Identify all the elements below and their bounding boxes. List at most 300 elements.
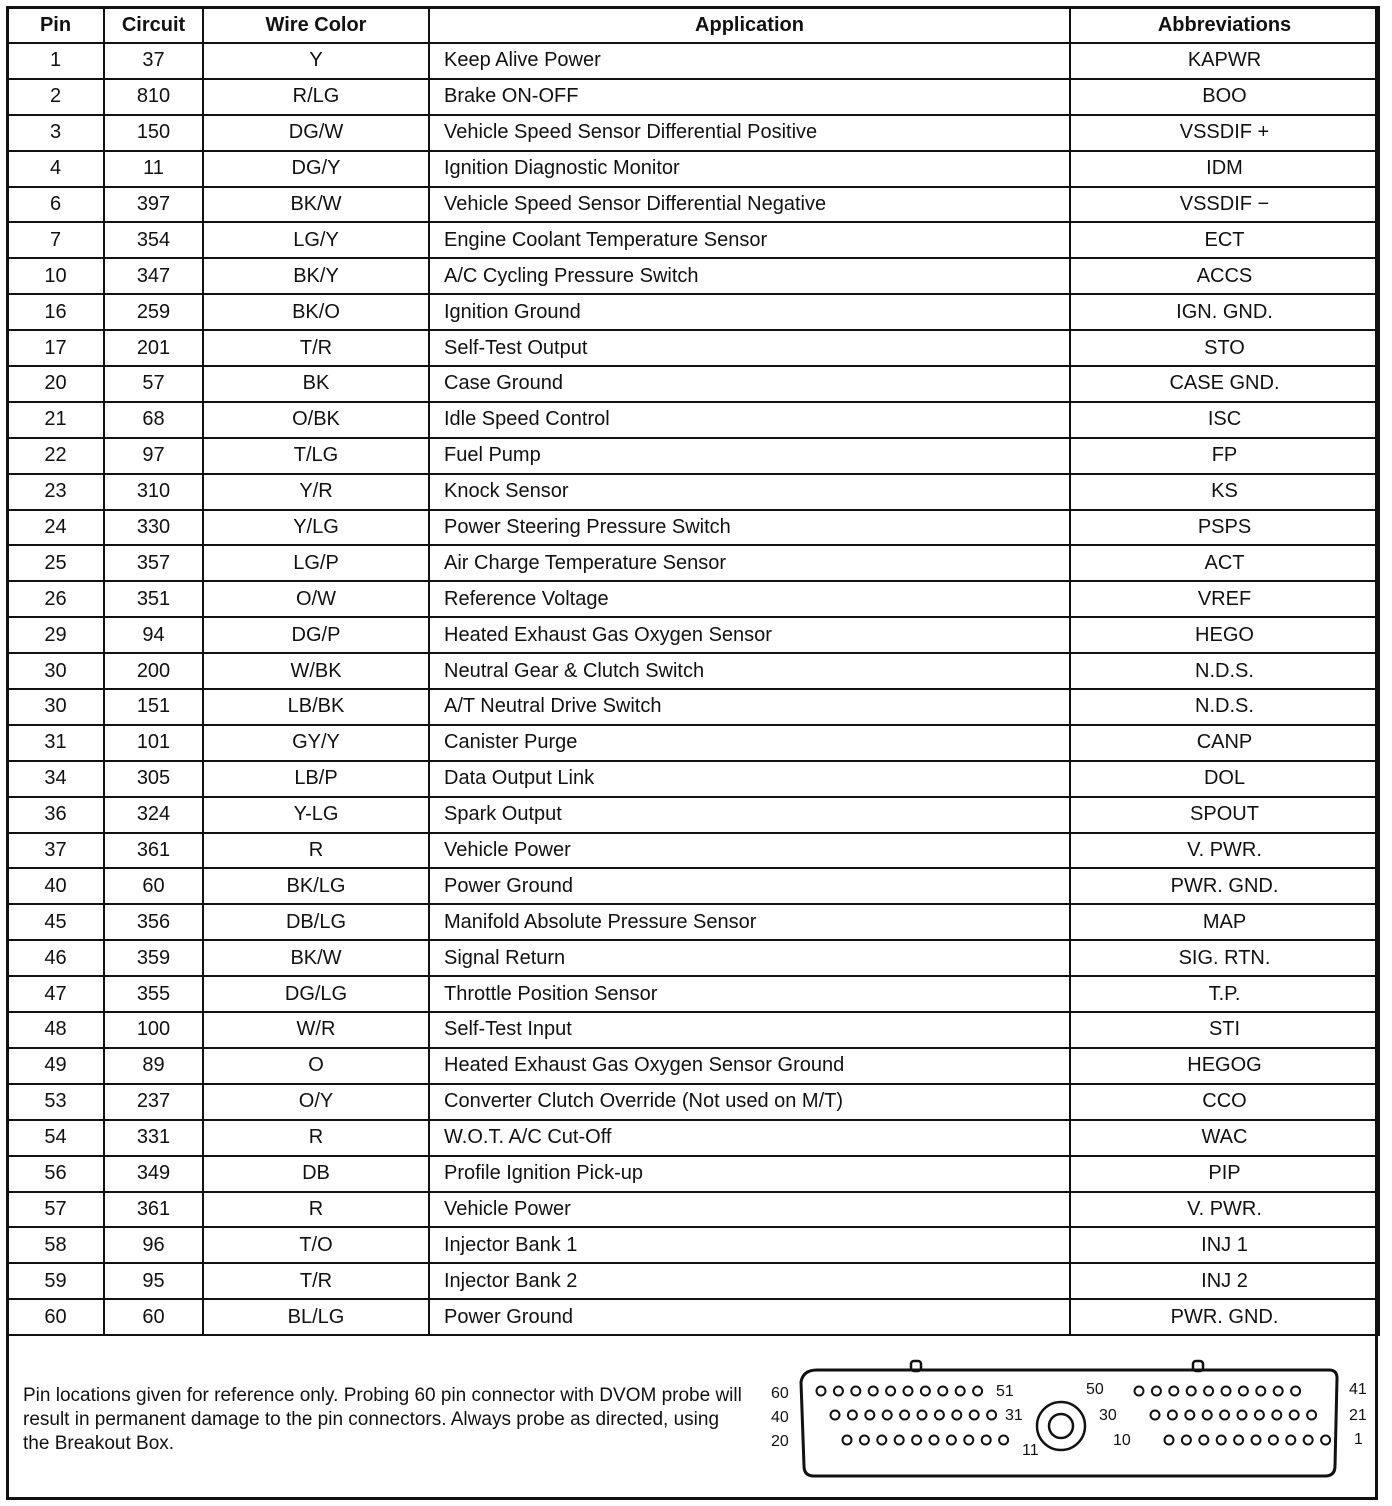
cell-pin: 57 [7, 1192, 104, 1228]
pin-hole [1168, 1411, 1177, 1420]
label-60: 60 [771, 1385, 789, 1402]
cell-pin: 1 [7, 43, 104, 79]
pin-hole [1185, 1411, 1194, 1420]
cell-circuit: 810 [104, 79, 203, 115]
pin-hole [1307, 1411, 1316, 1420]
cell-application: Case Ground [429, 366, 1070, 402]
cell-circuit: 57 [104, 366, 203, 402]
table-row [7, 1192, 1379, 1228]
cell-circuit: 351 [104, 581, 203, 617]
pin-hole [1199, 1436, 1208, 1445]
cell-wire-color: DG/Y [203, 151, 429, 187]
cell-abbreviation: SIG. RTN. [1070, 940, 1379, 976]
cell-application: Manifold Absolute Pressure Sensor [429, 904, 1070, 940]
cell-application: Power Steering Pressure Switch [429, 510, 1070, 546]
cell-circuit: 201 [104, 330, 203, 366]
cell-wire-color: Y-LG [203, 797, 429, 833]
pin-hole [851, 1387, 860, 1396]
cell-wire-color: W/BK [203, 653, 429, 689]
cell-wire-color: BK/W [203, 940, 429, 976]
cell-pin: 20 [7, 366, 104, 402]
pin-hole [1290, 1411, 1299, 1420]
pin-hole [987, 1411, 996, 1420]
cell-application: Ignition Diagnostic Monitor [429, 151, 1070, 187]
cell-circuit: 397 [104, 187, 203, 223]
cell-pin: 46 [7, 940, 104, 976]
pin-hole [865, 1411, 874, 1420]
cell-circuit: 357 [104, 545, 203, 581]
connector-diagram [759, 1354, 1379, 1494]
table-row [7, 1012, 1379, 1048]
cell-circuit: 361 [104, 833, 203, 869]
cell-abbreviation: KS [1070, 474, 1379, 510]
cell-pin: 7 [7, 222, 104, 258]
pin-hole [964, 1436, 973, 1445]
cell-wire-color: LB/BK [203, 689, 429, 725]
cell-abbreviation: BOO [1070, 79, 1379, 115]
pin-hole [1272, 1411, 1281, 1420]
table-row [7, 1084, 1379, 1120]
cell-wire-color: O/BK [203, 402, 429, 438]
cell-pin: 30 [7, 689, 104, 725]
cell-wire-color: BK/O [203, 294, 429, 330]
cell-wire-color: LG/Y [203, 222, 429, 258]
header-abbreviations: Abbreviations [1070, 7, 1379, 43]
cell-abbreviation: PSPS [1070, 510, 1379, 546]
pin-hole [1135, 1387, 1144, 1396]
cell-application: Power Ground [429, 868, 1070, 904]
table-row [7, 976, 1379, 1012]
cell-wire-color: DG/W [203, 115, 429, 151]
cell-abbreviation: V. PWR. [1070, 833, 1379, 869]
pin-hole [895, 1436, 904, 1445]
pin-hole [1151, 1411, 1160, 1420]
cell-wire-color: T/R [203, 330, 429, 366]
table-row [7, 617, 1379, 653]
cell-circuit: 355 [104, 976, 203, 1012]
header-pin: Pin [7, 7, 104, 43]
cell-abbreviation: N.D.S. [1070, 653, 1379, 689]
cell-wire-color: BK/W [203, 187, 429, 223]
cell-circuit: 95 [104, 1263, 203, 1299]
cell-application: Converter Clutch Override (Not used on M/T) [429, 1084, 1070, 1120]
table-row [7, 151, 1379, 187]
cell-wire-color: DB/LG [203, 904, 429, 940]
cell-circuit: 101 [104, 725, 203, 761]
cell-application: A/T Neutral Drive Switch [429, 689, 1070, 725]
cell-circuit: 349 [104, 1156, 203, 1192]
cell-application: Brake ON-OFF [429, 79, 1070, 115]
cell-abbreviation: CASE GND. [1070, 366, 1379, 402]
header-wire-color: Wire Color [203, 7, 429, 43]
cell-pin: 4 [7, 151, 104, 187]
cell-abbreviation: STO [1070, 330, 1379, 366]
table-row [7, 545, 1379, 581]
cell-circuit: 331 [104, 1120, 203, 1156]
pin-hole [1203, 1411, 1212, 1420]
cell-abbreviation: ISC [1070, 402, 1379, 438]
cell-application: Reference Voltage [429, 581, 1070, 617]
cell-wire-color: T/O [203, 1227, 429, 1263]
pin-hole [848, 1411, 857, 1420]
cell-application: Profile Ignition Pick-up [429, 1156, 1070, 1192]
cell-abbreviation: HEGOG [1070, 1048, 1379, 1084]
cell-pin: 59 [7, 1263, 104, 1299]
cell-abbreviation: VREF [1070, 581, 1379, 617]
label-21: 21 [1349, 1407, 1367, 1424]
cell-pin: 30 [7, 653, 104, 689]
pin-chart-document [6, 6, 1378, 1500]
cell-abbreviation: WAC [1070, 1120, 1379, 1156]
cell-application: A/C Cycling Pressure Switch [429, 258, 1070, 294]
cell-wire-color: R [203, 1192, 429, 1228]
pin-hole [886, 1387, 895, 1396]
cell-pin: 49 [7, 1048, 104, 1084]
pin-hole [1274, 1387, 1283, 1396]
table-row [7, 294, 1379, 330]
label-30: 30 [1099, 1407, 1117, 1424]
pin-hole [1234, 1436, 1243, 1445]
table-row [7, 904, 1379, 940]
table-row [7, 79, 1379, 115]
cell-wire-color: R/LG [203, 79, 429, 115]
pin-hole [999, 1436, 1008, 1445]
cell-circuit: 60 [104, 868, 203, 904]
cell-application: Canister Purge [429, 725, 1070, 761]
cell-wire-color: Y/LG [203, 510, 429, 546]
cell-application: Injector Bank 2 [429, 1263, 1070, 1299]
cell-circuit: 359 [104, 940, 203, 976]
cell-application: Data Output Link [429, 761, 1070, 797]
pin-hole [1165, 1436, 1174, 1445]
pin-hole [1217, 1436, 1226, 1445]
table-body [7, 43, 1379, 1335]
cell-wire-color: O/Y [203, 1084, 429, 1120]
cell-circuit: 97 [104, 438, 203, 474]
cell-pin: 48 [7, 1012, 104, 1048]
pin-hole [900, 1411, 909, 1420]
table-row [7, 1120, 1379, 1156]
cell-circuit: 150 [104, 115, 203, 151]
pin-hole [947, 1436, 956, 1445]
pin-hole [938, 1387, 947, 1396]
label-11: 11 [1022, 1442, 1039, 1459]
cell-circuit: 11 [104, 151, 203, 187]
table-row [7, 868, 1379, 904]
cell-application: Vehicle Speed Sensor Differential Negative [429, 187, 1070, 223]
cell-pin: 2 [7, 79, 104, 115]
table-row [7, 725, 1379, 761]
pin-hole [1169, 1387, 1178, 1396]
table-row [7, 187, 1379, 223]
pin-hole [1286, 1436, 1295, 1445]
cell-abbreviation: INJ 2 [1070, 1263, 1379, 1299]
table-row [7, 581, 1379, 617]
table-row [7, 1263, 1379, 1299]
cell-wire-color: O/W [203, 581, 429, 617]
cell-abbreviation: INJ 1 [1070, 1227, 1379, 1263]
label-20: 20 [771, 1433, 789, 1450]
cell-pin: 56 [7, 1156, 104, 1192]
table-row [7, 653, 1379, 689]
pin-hole [1220, 1411, 1229, 1420]
cell-application: Self-Test Output [429, 330, 1070, 366]
table-row [7, 797, 1379, 833]
cell-abbreviation: STI [1070, 1012, 1379, 1048]
cell-pin: 60 [7, 1299, 104, 1335]
cell-circuit: 89 [104, 1048, 203, 1084]
cell-wire-color: DB [203, 1156, 429, 1192]
pin-hole [843, 1436, 852, 1445]
probe-warning-note: Pin locations given for reference only. Probing 60 pin connector with DVOM probe will result in permanent damage to the pin connectors. Always probe as directed, using the Breakout Box. [23, 1385, 742, 1454]
label-50: 50 [1086, 1381, 1104, 1398]
pin-hole [1321, 1436, 1330, 1445]
cell-pin: 29 [7, 617, 104, 653]
pin-hole [1187, 1387, 1196, 1396]
pin-hole [930, 1436, 939, 1445]
pin-hole [1239, 1387, 1248, 1396]
table-header-row [7, 7, 1379, 43]
cell-circuit: 237 [104, 1084, 203, 1120]
cell-application: Ignition Ground [429, 294, 1070, 330]
cell-application: Engine Coolant Temperature Sensor [429, 222, 1070, 258]
cell-wire-color: BK [203, 366, 429, 402]
cell-pin: 47 [7, 976, 104, 1012]
cell-abbreviation: PWR. GND. [1070, 1299, 1379, 1335]
pin-hole [1222, 1387, 1231, 1396]
pin-hole [1252, 1436, 1261, 1445]
table-row [7, 689, 1379, 725]
cell-pin: 45 [7, 904, 104, 940]
cell-abbreviation: T.P. [1070, 976, 1379, 1012]
cell-abbreviation: KAPWR [1070, 43, 1379, 79]
cell-application: Fuel Pump [429, 438, 1070, 474]
cell-application: Throttle Position Sensor [429, 976, 1070, 1012]
table-row [7, 1299, 1379, 1335]
cell-pin: 10 [7, 258, 104, 294]
cell-wire-color: LB/P [203, 761, 429, 797]
cell-pin: 3 [7, 115, 104, 151]
cell-circuit: 60 [104, 1299, 203, 1335]
cell-wire-color: GY/Y [203, 725, 429, 761]
pin-hole [1204, 1387, 1213, 1396]
cell-pin: 17 [7, 330, 104, 366]
table-row [7, 402, 1379, 438]
pin-hole [1255, 1411, 1264, 1420]
cell-abbreviation: IGN. GND. [1070, 294, 1379, 330]
cell-application: Spark Output [429, 797, 1070, 833]
cell-wire-color: T/LG [203, 438, 429, 474]
cell-abbreviation: V. PWR. [1070, 1192, 1379, 1228]
cell-wire-color: R [203, 833, 429, 869]
table-row [7, 438, 1379, 474]
cell-application: W.O.T. A/C Cut-Off [429, 1120, 1070, 1156]
cell-wire-color: T/R [203, 1263, 429, 1299]
cell-wire-color: BL/LG [203, 1299, 429, 1335]
cell-abbreviation: MAP [1070, 904, 1379, 940]
cell-pin: 25 [7, 545, 104, 581]
cell-application: Vehicle Power [429, 1192, 1070, 1228]
table-row [7, 761, 1379, 797]
cell-pin: 23 [7, 474, 104, 510]
cell-pin: 21 [7, 402, 104, 438]
pin-hole [831, 1411, 840, 1420]
pin-hole [860, 1436, 869, 1445]
cell-circuit: 361 [104, 1192, 203, 1228]
table-row [7, 330, 1379, 366]
table-row [7, 222, 1379, 258]
table-row [7, 1227, 1379, 1263]
cell-abbreviation: FP [1070, 438, 1379, 474]
cell-abbreviation: N.D.S. [1070, 689, 1379, 725]
cell-circuit: 259 [104, 294, 203, 330]
table-row [7, 833, 1379, 869]
pin-hole [869, 1387, 878, 1396]
pin-hole [1182, 1436, 1191, 1445]
cell-abbreviation: SPOUT [1070, 797, 1379, 833]
label-41: 41 [1349, 1381, 1367, 1398]
header-circuit: Circuit [104, 7, 203, 43]
cell-pin: 6 [7, 187, 104, 223]
cell-abbreviation: IDM [1070, 151, 1379, 187]
cell-abbreviation: CANP [1070, 725, 1379, 761]
pin-hole [921, 1387, 930, 1396]
pin-hole [883, 1411, 892, 1420]
pin-hole [904, 1387, 913, 1396]
table-row [7, 474, 1379, 510]
pin-hole [918, 1411, 927, 1420]
cell-wire-color: DG/P [203, 617, 429, 653]
cell-abbreviation: CCO [1070, 1084, 1379, 1120]
table-row [7, 1156, 1379, 1192]
label-10: 10 [1113, 1432, 1131, 1449]
table-row [7, 258, 1379, 294]
pin-hole [1238, 1411, 1247, 1420]
pin-hole [935, 1411, 944, 1420]
label-51: 51 [996, 1383, 1014, 1400]
table-row [7, 115, 1379, 151]
cell-circuit: 305 [104, 761, 203, 797]
pin-hole [970, 1411, 979, 1420]
cell-circuit: 94 [104, 617, 203, 653]
cell-wire-color: DG/LG [203, 976, 429, 1012]
cell-pin: 58 [7, 1227, 104, 1263]
pin-hole [834, 1387, 843, 1396]
pin-hole [956, 1387, 965, 1396]
table-row [7, 366, 1379, 402]
cell-circuit: 200 [104, 653, 203, 689]
cell-circuit: 37 [104, 43, 203, 79]
cell-application: Heated Exhaust Gas Oxygen Sensor Ground [429, 1048, 1070, 1084]
cell-wire-color: R [203, 1120, 429, 1156]
cell-application: Signal Return [429, 940, 1070, 976]
cell-circuit: 151 [104, 689, 203, 725]
cell-wire-color: BK/Y [203, 258, 429, 294]
cell-pin: 24 [7, 510, 104, 546]
cell-wire-color: BK/LG [203, 868, 429, 904]
pin-hole [912, 1436, 921, 1445]
cell-wire-color: Y/R [203, 474, 429, 510]
cell-pin: 37 [7, 833, 104, 869]
cell-circuit: 354 [104, 222, 203, 258]
pin-hole [877, 1436, 886, 1445]
cell-wire-color: W/R [203, 1012, 429, 1048]
cell-application: Self-Test Input [429, 1012, 1070, 1048]
cell-wire-color: O [203, 1048, 429, 1084]
cell-circuit: 310 [104, 474, 203, 510]
cell-abbreviation: DOL [1070, 761, 1379, 797]
cell-circuit: 96 [104, 1227, 203, 1263]
cell-application: Vehicle Power [429, 833, 1070, 869]
table-row [7, 43, 1379, 79]
cell-application: Injector Bank 1 [429, 1227, 1070, 1263]
pin-hole [982, 1436, 991, 1445]
cell-pin: 26 [7, 581, 104, 617]
cell-application: Keep Alive Power [429, 43, 1070, 79]
connector-pin-holes [817, 1387, 1331, 1445]
cell-abbreviation: HEGO [1070, 617, 1379, 653]
header-application: Application [429, 7, 1070, 43]
cell-abbreviation: VSSDIF + [1070, 115, 1379, 151]
table-row [7, 510, 1379, 546]
cell-application: Heated Exhaust Gas Oxygen Sensor [429, 617, 1070, 653]
cell-wire-color: Y [203, 43, 429, 79]
cell-application: Idle Speed Control [429, 402, 1070, 438]
cell-circuit: 68 [104, 402, 203, 438]
cell-application: Air Charge Temperature Sensor [429, 545, 1070, 581]
label-40: 40 [771, 1409, 789, 1426]
cell-pin: 31 [7, 725, 104, 761]
cell-circuit: 356 [104, 904, 203, 940]
pin-hole [817, 1387, 826, 1396]
pin-table [6, 6, 1380, 1336]
cell-pin: 22 [7, 438, 104, 474]
cell-application: Knock Sensor [429, 474, 1070, 510]
pin-hole [952, 1411, 961, 1420]
pin-hole [1304, 1436, 1313, 1445]
cell-pin: 36 [7, 797, 104, 833]
table-row [7, 940, 1379, 976]
label-31: 31 [1005, 1407, 1023, 1424]
cell-pin: 54 [7, 1120, 104, 1156]
pin-hole [1291, 1387, 1300, 1396]
cell-abbreviation: ACT [1070, 545, 1379, 581]
pin-hole [1152, 1387, 1161, 1396]
cell-circuit: 330 [104, 510, 203, 546]
cell-abbreviation: PIP [1070, 1156, 1379, 1192]
cell-abbreviation: ACCS [1070, 258, 1379, 294]
cell-pin: 53 [7, 1084, 104, 1120]
label-1: 1 [1354, 1431, 1363, 1448]
cell-circuit: 347 [104, 258, 203, 294]
cell-abbreviation: PWR. GND. [1070, 868, 1379, 904]
pin-hole [973, 1387, 982, 1396]
cell-pin: 40 [7, 868, 104, 904]
table-row [7, 1048, 1379, 1084]
cell-pin: 16 [7, 294, 104, 330]
cell-pin: 34 [7, 761, 104, 797]
cell-application: Neutral Gear & Clutch Switch [429, 653, 1070, 689]
cell-abbreviation: VSSDIF − [1070, 187, 1379, 223]
cell-abbreviation: ECT [1070, 222, 1379, 258]
cell-application: Vehicle Speed Sensor Differential Positive [429, 115, 1070, 151]
cell-circuit: 100 [104, 1012, 203, 1048]
pin-hole [1256, 1387, 1265, 1396]
pin-hole [1269, 1436, 1278, 1445]
cell-wire-color: LG/P [203, 545, 429, 581]
cell-application: Power Ground [429, 1299, 1070, 1335]
cell-circuit: 324 [104, 797, 203, 833]
